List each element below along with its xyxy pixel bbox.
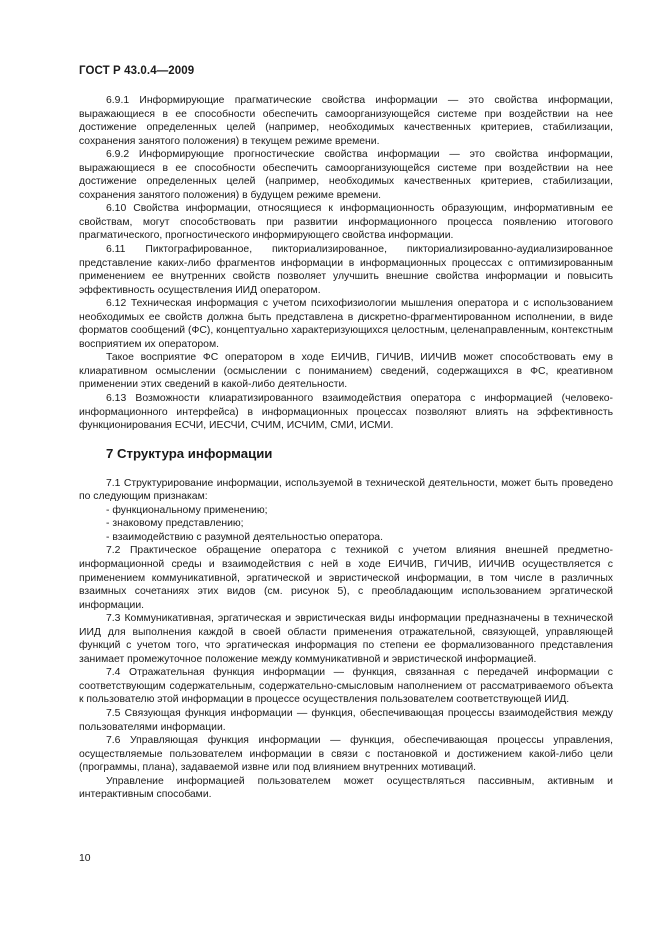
section-title: 7 Структура информации	[106, 445, 273, 461]
paragraph-7-4: 7.4 Отражательная функция информации — функция, связанная с передачей информации с соответствующим содержательным, содержательно-смысловым наполнением от рассматриваемого объекта к пользователю этой информации в процессе осуществления пользователем соответствующей ИИД.	[79, 667, 613, 706]
criteria-list	[79, 504, 613, 545]
paragraph-7-3: 7.3 Коммуникативная, эргатическая и эвристическая виды информации предназначены в технической ИИД для выполнения каждой в своей области применения отражательной, связующей, управляющей функций с учетом того, что эргатическая информация по степени ее формализованного представления занимает промежуточное положение между коммуникативной и эвристической информацией.	[79, 613, 613, 665]
list-item: - знаковому представлению;	[106, 518, 244, 530]
paragraph-7-1: 7.1 Структурирование информации, используемой в технической деятельности, может быть проведено по следующим признакам:	[79, 477, 613, 503]
page-number: 10	[79, 853, 91, 864]
paragraph-7-2: 7.2 Практическое обращение оператора с техникой с учетом влияния внешней предметно-информационной среды и взаимодействия с ней в ходе ЕИЧИВ, ГИЧИВ, ИИЧИВ осуществляется с применением коммуникативной, эргатической и эвристической информации, в том числе в различных взаимных сочетаниях этих видов (см. рисунок 5), с преобладающим использованием эргатической информации.	[79, 545, 613, 611]
paragraph-6-12: 6.12 Техническая информация с учетом психофизиологии мышления оператора и с использованием необходимых ее свойств должна быть представлена в дискретно-фрагментированном исполнении, в виде форматов сообщений (ФС), концептуально характеризующихся целостным, целенаправленным, контекстным восприятием их оператором.	[79, 298, 613, 350]
document-body	[79, 94, 613, 802]
paragraph-7-5: 7.5 Связующая функция информации — функция, обеспечивающая процессы взаимодействия между пользователями информации.	[79, 707, 613, 733]
list-item: - функциональному применению;	[106, 504, 268, 516]
list-item: - взаимодействию с разумной деятельностью оператора.	[106, 531, 383, 543]
paragraph-6-13: 6.13 Возможности клиаратизированного взаимодействия оператора с информацией (человеко-информационного интерфейса) в информационных процессах позволяют влиять на эффективность функционирования ЕСЧИ, ИЕСЧИ, СЧИМ, ИСЧИМ, СМИ, ИСМИ.	[79, 393, 613, 432]
paragraph-6-12-continued: Такое восприятие ФС оператором в ходе ЕИЧИВ, ГИЧИВ, ИИЧИВ может способствовать ему в клиаративном осмыслении (осмыслении с пониманием) сведений, содержащихся в ФС, креативном применении этих сведений в какой-либо деятельности.	[79, 352, 613, 391]
paragraph-6-11: 6.11 Пиктографированное, пикториализированное, пикториализированно-аудиализированное представление каких-либо фрагментов информации в информационных процессах с оптимизированным применением ее внутренних свойств позволяет улучшить внешние свойства информации и повысить эффективность осуществления ИИД оператором.	[79, 244, 613, 296]
paragraph-6-9-1: 6.9.1 Информирующие прагматические свойства информации — это свойства информации, выражающиеся в ее способности обеспечить самоорганизующейся системе при воздействии на нее достижение определенных целей (например, необходимых качественных критериев, стабилизации, сохранения занятого положения) в текущем режиме времени.	[79, 95, 613, 147]
paragraph-6-10: 6.10 Свойства информации, относящиеся к информационность образующим, информативным ее свойствам, могут способствовать при развитии информационного процесса появлению итогового прагматического, прогностического информирующего свойства информации.	[79, 203, 613, 242]
paragraph-7-6-continued: Управление информацией пользователем может осуществляться пассивным, активным и интерактивным способами.	[79, 775, 613, 801]
document-header: ГОСТ Р 43.0.4—2009	[79, 65, 195, 77]
paragraph-7-6: 7.6 Управляющая функция информации — функция, обеспечивающая процессы управления, осуществляемые пользователем информации в связи с постановкой и достижением какой-либо цели (программы, плана), задаваемой извне или под влиянием внутренних мотиваций.	[79, 735, 613, 774]
paragraph-6-9-2: 6.9.2 Информирующие прогностические свойства информации — это свойства информации, выражающиеся в ее способности обеспечить самоорганизующейся системе при воздействии на нее достижение определенных целей (например, необходимых качественных критериев, стабилизации, сохранения занятого положения) в будущем режиме времени.	[79, 149, 613, 201]
